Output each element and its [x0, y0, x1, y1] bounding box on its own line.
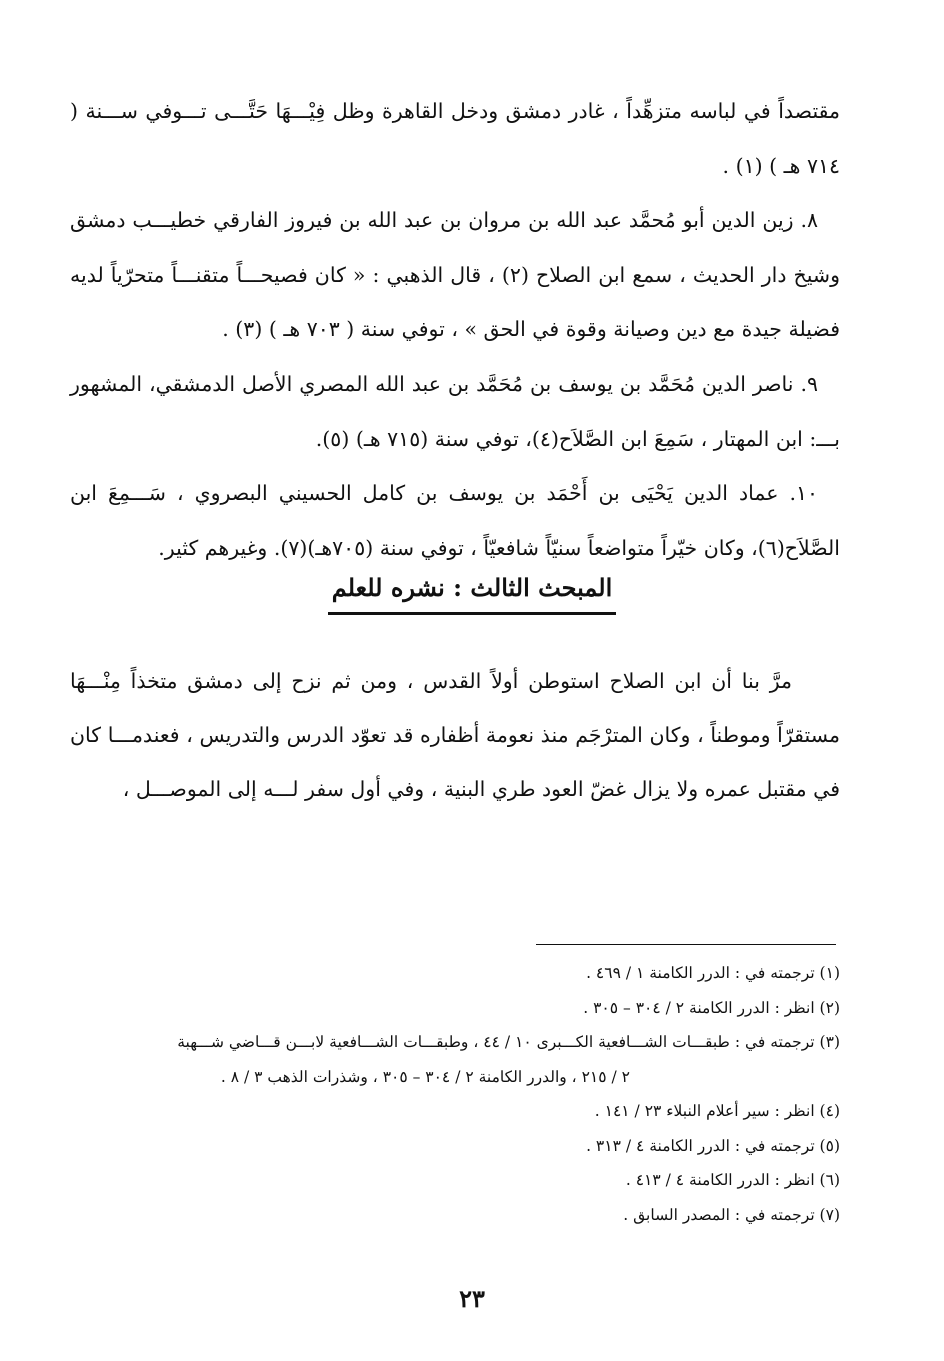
footnote-3: (٣) ترجمته في : طبقـــات الشـــافعية الكـــبرى ١٠ / ٤٤ ، وطبقـــات الشـــافعية لابـــن قـــاضي شـــهبة: [177, 1033, 840, 1051]
page-number: ٢٣: [459, 1284, 485, 1313]
section-paragraph: مرَّ بنا أن ابن الصلاح استوطن أولاً القدس ، ومن ثم نزح إلى دمشق متخذاً مِنْـــهَا مستقرّاً وموطناً ، وكان المترْجَم منذ نعومة أظفاره قد تعوّد الدرس والتدريس ، فعندمـــا كان في مقتبل عمره ولا يزال غضّ العود طري البنية ، وفي أول سفر لـــه إلى الموصـــل ،: [70, 669, 840, 801]
footnote-6: (٦) انظر : الدرر الكامنة ٤ / ٤١٣ .: [625, 1171, 840, 1189]
section-text-block: [70, 654, 840, 816]
section-heading-wrapper: [0, 570, 944, 615]
paragraph-continuation: مقتصداً في لباسه متزهِّداً ، غادر دمشق ودخل القاهرة وظل فِيْـــهَا حَتَّـــى تـــوفي ســـنة ( ٧١٤ هـ ) (١) .: [70, 99, 840, 178]
footnote-divider: [536, 944, 836, 945]
main-text-block: [70, 84, 840, 575]
footnotes: [70, 956, 840, 1232]
paragraph-item-8: ٨. زين الدين أبو مُحمَّد عبد الله بن مروان بن عبد الله بن فيروز الفارقي خطيـــب دمشق وشيخ دار الحديث ، سمع ابن الصلاح (٢) ، قال الذهبي : « كان فصيحـــاً متقنـــاً متحرّياً لديه فضيلة جيدة مع دين وصيانة وقوة في الحق » ، توفي سنة ( ٧٠٣ هـ ) (٣) .: [70, 208, 840, 342]
section-heading: المبحث الثالث : نشره للعلم: [328, 570, 617, 615]
footnote-4: (٤) انظر : سير أعلام النبلاء ٢٣ / ١٤١ .: [594, 1102, 840, 1120]
paragraph-item-10: ١٠. عماد الدين يَحْيَى بن أَحْمَد بن يوسف بن كامل الحسيني البصروي ، سَـــمِعَ ابن الصَّلاَح(٦)، وكان خيّراً متواضعاً سنيّاً شافعيّاً ، توفي سنة (٧٠٥هـ)(٧). وغيرهم كثير.: [70, 481, 840, 560]
paragraph-item-9: ٩. ناصر الدين مُحَمَّد بن يوسف بن مُحَمَّد بن عبد الله المصري الأصل الدمشقي، المشهور بـــ: ابن المهتار ، سَمِعَ ابن الصَّلاَح(٤)، توفي سنة (٧١٥ هـ) (٥).: [70, 371, 840, 451]
footnote-2: (٢) انظر : الدرر الكامنة ٢ / ٣٠٤ – ٣٠٥ .: [583, 998, 840, 1017]
footnote-5: (٥) ترجمته في : الدرر الكامنة ٤ / ٣١٣ .: [586, 1136, 840, 1155]
footnote-3-continuation: ٢ / ٢١٥ ، والدرر الكامنة ٢ / ٣٠٤ – ٣٠٥ ، وشذرات الذهب ٣ / ٨ .: [220, 1067, 630, 1086]
footnote-1: (١) ترجمته في : الدرر الكامنة ١ / ٤٦٩ .: [586, 964, 840, 982]
footnote-7: (٧) ترجمته في : المصدر السابق .: [623, 1205, 840, 1224]
